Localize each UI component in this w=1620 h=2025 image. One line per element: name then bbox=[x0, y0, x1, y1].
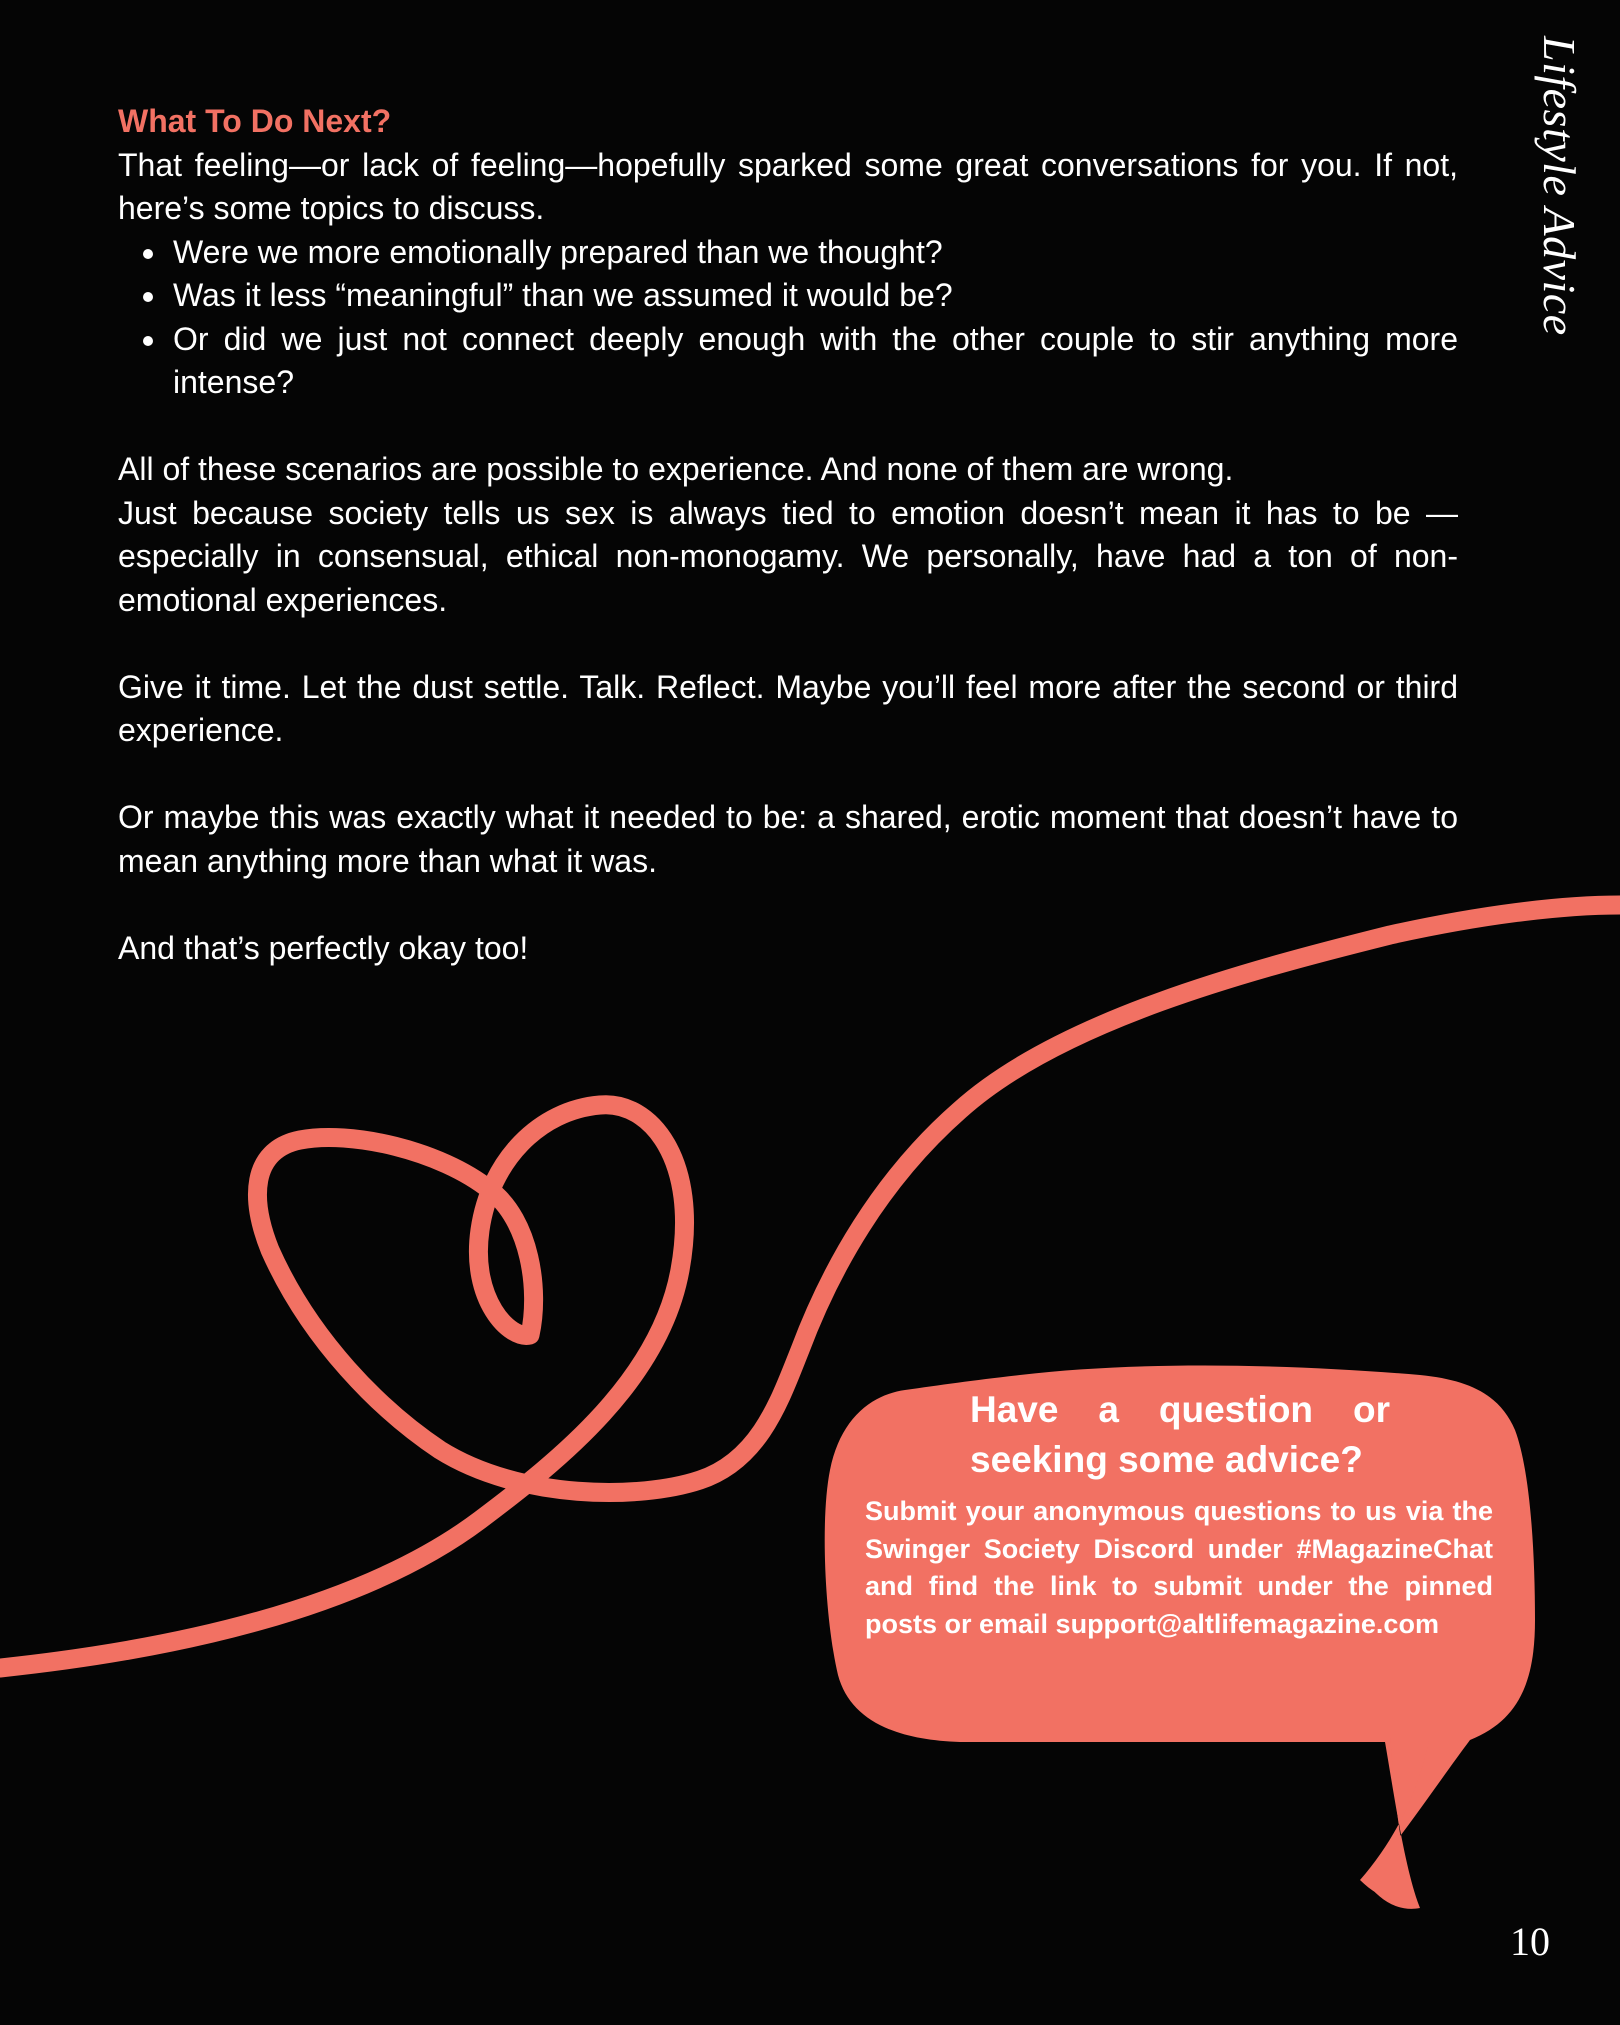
ribbon-line bbox=[0, 856, 655, 1668]
speech-bubble-tail bbox=[1360, 1735, 1430, 1905]
discussion-topics-list bbox=[118, 231, 1458, 405]
question-callout bbox=[865, 1385, 1493, 1643]
callout-title bbox=[970, 1385, 1390, 1485]
callout-body: Submit your anonymous questions to us via the Swinger Society Discord under #MagazineChat and find the link to submit under the pinned posts or email support@altlifemagazine.com bbox=[865, 1496, 1493, 1639]
section-label: Lifestyle Advice bbox=[1534, 36, 1585, 336]
paragraph-give-time: Give it time. Let the dust settle. Talk. Reflect. Maybe you’ll feel more after the second or third experience. bbox=[118, 668, 1458, 748]
callout-title-line-2: seeking some advice? bbox=[970, 1439, 1363, 1480]
paragraph-scenarios: Just because society tells us sex is always tied to emotion doesn’t mean it has to be —especially in consensual, ethical non-monogamy. We personally, have had a ton of non-emotional experiences. bbox=[118, 494, 1458, 618]
paragraph-scenarios-line: All of these scenarios are possible to experience. And none of them are wrong. bbox=[118, 451, 1234, 487]
callout-title-word: or bbox=[1352, 1389, 1390, 1430]
callout-title-word: question bbox=[1158, 1389, 1314, 1430]
page-number: 10 bbox=[1510, 1919, 1550, 1964]
callout-title-word: a bbox=[1098, 1389, 1119, 1430]
article-body bbox=[118, 100, 1458, 970]
intro-paragraph: That feeling—or lack of feeling—hopefully sparked some great conversations for you. If not, here’s some topics to discuss. bbox=[118, 146, 1458, 226]
list-item: Or did we just not connect deeply enough with the other couple to stir anything more intense? bbox=[173, 318, 1458, 405]
article-heading: What To Do Next? bbox=[118, 103, 392, 139]
list-item: Was it less “meaningful” than we assumed it would be? bbox=[173, 274, 1458, 318]
list-item: Were we more emotionally prepared than we thought? bbox=[173, 231, 1458, 275]
paragraph-maybe: Or maybe this was exactly what it needed to be: a shared, erotic moment that doesn’t have to mean anything more than what it was. bbox=[118, 799, 1458, 879]
callout-title-word: Have bbox=[970, 1389, 1059, 1430]
callout-title-line-1 bbox=[970, 1385, 1390, 1435]
paragraph-okay: And that’s perfectly okay too! bbox=[118, 929, 529, 966]
